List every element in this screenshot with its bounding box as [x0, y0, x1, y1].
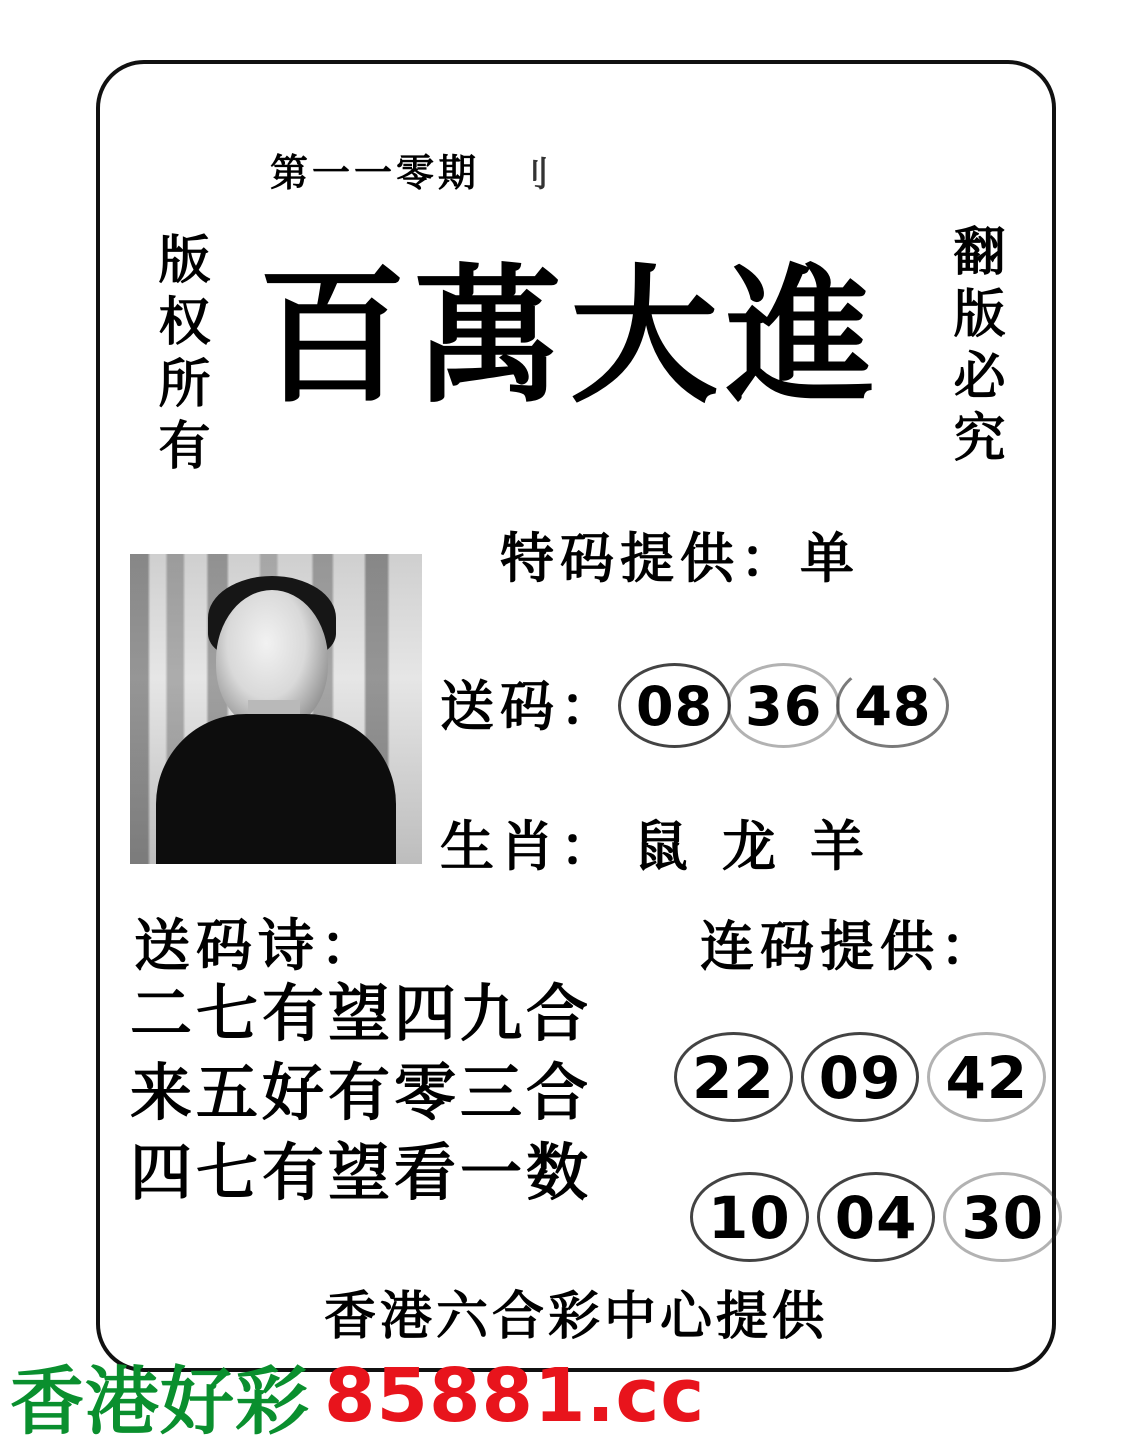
send-numbers-line: [440, 664, 947, 741]
lian-ma-row-1: [670, 1044, 1050, 1112]
issue-label: 第一一零期: [270, 150, 481, 195]
send-number-1: 08: [626, 675, 723, 738]
poem-line-1: 二七有望四九合: [130, 977, 593, 1050]
lian-number-5: 04: [825, 1184, 928, 1252]
send-number-3: 48: [844, 675, 941, 738]
lian-ma-row-2: [686, 1184, 1066, 1252]
poem-title: 送码诗：: [134, 913, 382, 979]
lian-number-6: 30: [951, 1184, 1054, 1252]
slogan-right: 翻版必究: [944, 224, 1005, 472]
zodiac-line: [440, 804, 884, 881]
send-numbers-label: 送码：: [440, 674, 620, 738]
lian-number-4: 10: [698, 1184, 801, 1252]
watermark-url: 85881.cc: [324, 1353, 706, 1439]
footer-source: 香港六合彩中心提供: [323, 1287, 828, 1347]
poem-line-3: 四七有望看一数: [130, 1135, 593, 1209]
watermark: [10, 1350, 750, 1445]
issue-line: [270, 142, 553, 197]
slogan-left: 版权所有: [149, 232, 210, 480]
zodiac-3: 羊: [810, 814, 870, 878]
poem-body: [130, 974, 592, 1212]
zodiac-1: 鼠: [634, 814, 694, 878]
zodiac-2: 龙: [722, 814, 782, 878]
special-code-line: [500, 516, 860, 593]
lian-number-2: 09: [809, 1044, 912, 1112]
special-code-label: 特码提供：: [500, 526, 800, 590]
lian-number-1: 22: [682, 1044, 785, 1112]
special-code-value: 单: [800, 526, 860, 590]
lian-number-3: 42: [935, 1044, 1038, 1112]
issue-mark: 刂: [515, 155, 554, 195]
portrait-photo: [130, 554, 422, 864]
poster-card: [96, 60, 1056, 1372]
portrait-body: [156, 714, 396, 864]
send-number-2: 36: [735, 675, 832, 738]
watermark-text: 香港好彩: [10, 1359, 310, 1445]
page-title: 百萬大進: [258, 249, 882, 423]
lian-ma-title: 连码提供：: [700, 914, 1000, 978]
poem-line-2: 来五好有零三合: [130, 1056, 593, 1130]
zodiac-label: 生肖：: [440, 814, 620, 878]
